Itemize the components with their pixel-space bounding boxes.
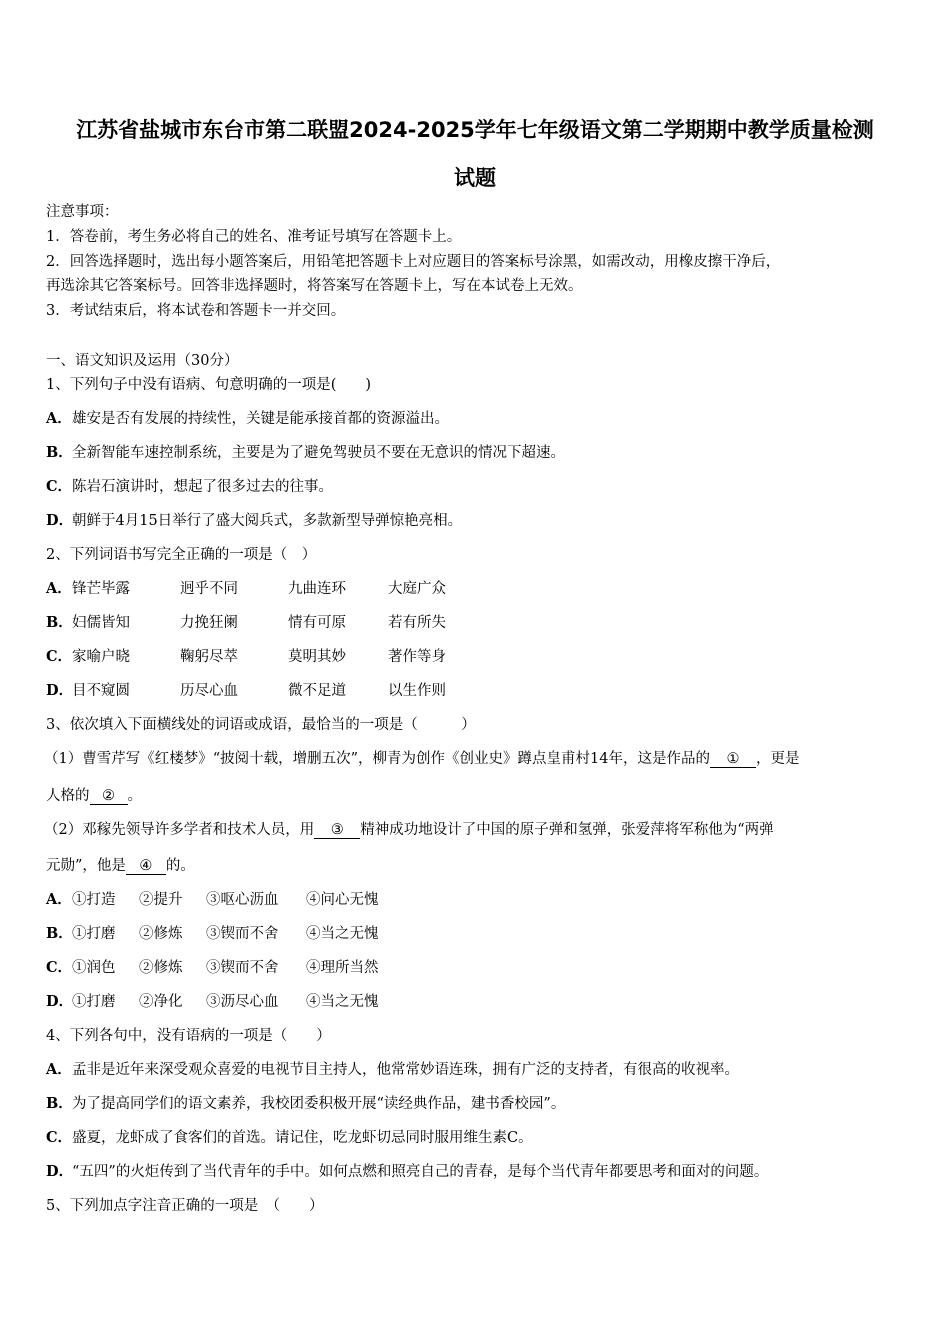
option-word: 大庭广众	[388, 581, 446, 597]
notice-item: 再选涂其它答案标号。回答非选择题时，将答案写在答题卡上，写在本试卷上无效。	[46, 278, 583, 294]
option-word: 鞠躬尽萃	[180, 649, 238, 665]
option-word: ③沥尽心血	[206, 994, 279, 1010]
notice-item: 1．答卷前，考生务必将自己的姓名、准考证号填写在答题卡上。	[46, 229, 462, 245]
option-text: 全新智能车速控制系统，主要是为了避免驾驶员不要在无意识的情况下超速。	[72, 445, 565, 461]
option-word: ①打磨	[72, 994, 116, 1010]
question-stem: 2、下列词语书写完全正确的一项是（ ）	[46, 547, 317, 563]
option-word: ②提升	[139, 892, 183, 908]
answer-option	[46, 958, 379, 978]
question-paragraph	[46, 786, 142, 806]
option-label: C．	[46, 478, 73, 495]
option-label: D．	[46, 682, 74, 699]
option-word: 锋芒毕露	[72, 581, 130, 597]
option-label: C．	[46, 648, 73, 665]
option-label: A．	[46, 891, 72, 908]
option-word: ④当之无愧	[306, 926, 379, 942]
option-word: ④理所当然	[306, 960, 379, 976]
question-paragraph	[44, 820, 774, 840]
option-label: B．	[46, 1095, 73, 1112]
answer-option	[46, 579, 446, 599]
option-word: 目不窥圆	[72, 683, 130, 699]
fill-blank: ③	[314, 822, 360, 839]
paragraph-text: ，更是	[756, 751, 800, 767]
option-label: D．	[46, 993, 74, 1010]
option-word: 九曲连环	[288, 581, 346, 597]
fill-blank: ①	[710, 751, 756, 768]
question-stem: 3、依次填入下面横线处的词语或成语，最恰当的一项是（ ）	[46, 717, 476, 733]
option-word: 情有可原	[288, 615, 346, 631]
option-text: 孟非是近年来深受观众喜爱的电视节目主持人，他常常妙语连珠，拥有广泛的支持者，有很高的收视率。	[72, 1062, 739, 1078]
option-word: ③呕心沥血	[206, 892, 279, 908]
option-label: A．	[46, 410, 72, 427]
question-paragraph	[44, 749, 800, 769]
option-word: ①打造	[72, 892, 116, 908]
option-word: 莫明其妙	[288, 649, 346, 665]
option-label: B．	[46, 444, 73, 461]
option-label: B．	[46, 614, 73, 631]
section-heading: 一、语文知识及运用（30分）	[46, 353, 239, 369]
answer-option	[46, 924, 379, 944]
option-label: B．	[46, 925, 73, 942]
question-paragraph	[46, 856, 195, 876]
option-word: 若有所失	[388, 615, 446, 631]
paragraph-text: 元勋”，他是	[46, 858, 126, 874]
option-label: A．	[46, 580, 72, 597]
answer-option	[46, 1094, 565, 1114]
answer-option	[46, 477, 333, 497]
option-word: 迥乎不同	[180, 581, 238, 597]
option-label: A．	[46, 1061, 72, 1078]
answer-option	[46, 443, 565, 463]
paragraph-text: 。	[127, 788, 142, 804]
notice-item: 3．考试结束后，将本试卷和答题卡一并交回。	[46, 303, 346, 319]
option-word: 微不足道	[288, 683, 346, 699]
answer-option	[46, 1162, 768, 1182]
option-word: 著作等身	[388, 649, 446, 665]
option-label: D．	[46, 1163, 74, 1180]
option-word: 家喻户晓	[72, 649, 130, 665]
option-label: C．	[46, 959, 73, 976]
answer-option	[46, 511, 462, 531]
answer-option	[46, 1128, 533, 1148]
question-stem: 1、下列句子中没有语病、句意明确的一项是( )	[46, 377, 372, 393]
answer-option	[46, 647, 446, 667]
paragraph-text: （2）邓稼先领导许多学者和技术人员，用	[44, 822, 315, 838]
option-label: C．	[46, 1129, 73, 1146]
paragraph-text: 精神成功地设计了中国的原子弹和氢弹，张爱萍将军称他为“两弹	[360, 822, 774, 838]
option-word: ④问心无愧	[306, 892, 379, 908]
option-word: ②净化	[139, 994, 183, 1010]
option-text: 雄安是否有发展的持续性，关键是能承接首都的资源溢出。	[72, 411, 449, 427]
option-text: 盛夏，龙虾成了食客们的首选。请记住，吃龙虾切忌同时服用维生素C。	[72, 1130, 533, 1146]
paragraph-text: （1）曹雪芹写《红楼梦》“披阅十载，增删五次”，柳青为创作《创业史》蹲点皇甫村14年，这是作品的	[44, 751, 710, 767]
option-word: 力挽狂阑	[180, 615, 238, 631]
document-title: 江苏省盐城市东台市第二联盟2024-2025学年七年级语文第二学期期中教学质量检测	[76, 118, 874, 142]
option-text: 朝鲜于4月15日举行了盛大阅兵式，多款新型导弹惊艳亮相。	[72, 513, 463, 529]
option-text: 为了提高同学们的语文素养，我校团委积极开展“读经典作品，建书香校园”。	[72, 1096, 566, 1112]
paragraph-text: 人格的	[46, 788, 90, 804]
option-word: ②修炼	[139, 960, 183, 976]
fill-blank: ④	[126, 858, 166, 875]
option-word: ②修炼	[139, 926, 183, 942]
option-label: D．	[46, 512, 74, 529]
answer-option	[46, 409, 449, 429]
option-word: 历尽心血	[180, 683, 238, 699]
answer-option	[46, 890, 379, 910]
option-text: “五四”的火炬传到了当代青年的手中。如何点燃和照亮自己的青春，是每个当代青年都要思考和面对的问题。	[72, 1164, 769, 1180]
option-word: ①润色	[72, 960, 116, 976]
option-word: ③锲而不舍	[206, 960, 279, 976]
option-text: 陈岩石演讲时，想起了很多过去的往事。	[72, 479, 333, 495]
option-word: 以生作则	[388, 683, 446, 699]
notice-item: 2．回答选择题时，选出每小题答案后，用铅笔把答题卡上对应题目的答案标号涂黑，如需改动，用橡皮擦干净后，	[46, 254, 781, 270]
answer-option	[46, 1060, 739, 1080]
question-stem: 5、下列加点字注音正确的一项是 （ ）	[46, 1198, 324, 1214]
option-word: ③锲而不舍	[206, 926, 279, 942]
answer-option	[46, 681, 446, 701]
document-title-line2: 试题	[454, 166, 496, 190]
fill-blank: ②	[90, 788, 128, 805]
notice-heading: 注意事项：	[46, 204, 119, 220]
option-word: ①打磨	[72, 926, 116, 942]
answer-option	[46, 992, 379, 1012]
question-stem: 4、下列各句中，没有语病的一项是（ ）	[46, 1028, 331, 1044]
option-word: 妇儒皆知	[72, 615, 130, 631]
option-word: ④当之无愧	[306, 994, 379, 1010]
paragraph-text: 的。	[165, 858, 195, 874]
answer-option	[46, 613, 446, 633]
